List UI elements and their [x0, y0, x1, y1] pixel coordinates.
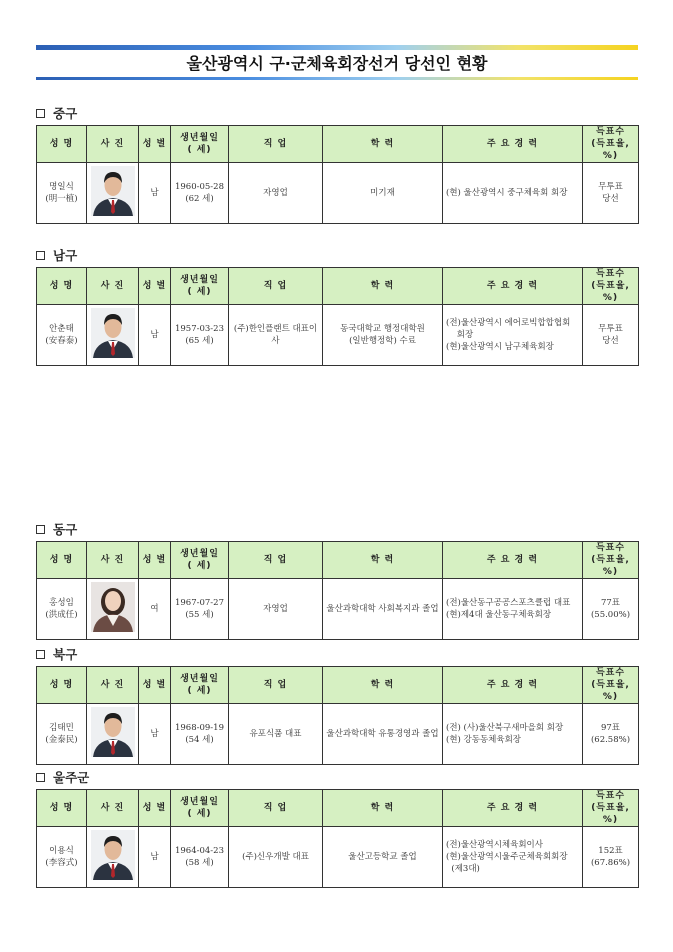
- job-header: 직 업: [229, 268, 323, 305]
- education-header: 학 력: [323, 268, 443, 305]
- winner-table: [36, 789, 639, 888]
- name-line: (李容式): [45, 858, 78, 868]
- section-4: [36, 645, 638, 765]
- name-line: 명일식: [49, 182, 74, 192]
- photo-header: 사 진: [87, 667, 139, 704]
- education-line: 울산과학대학 유통경영과 졸업: [326, 729, 439, 739]
- votes-line: (62.58%): [590, 735, 631, 745]
- career-line: (전)울산동구공공스포츠클럽 대표: [446, 598, 571, 608]
- job-header: 직 업: [229, 542, 323, 579]
- photo-cell: [87, 827, 139, 888]
- section-heading: [36, 645, 638, 663]
- photo-header: 사 진: [87, 790, 139, 827]
- title-banner: [36, 45, 638, 80]
- portrait-icon: [91, 582, 135, 632]
- votes-line: 당선: [602, 336, 619, 346]
- section-3: [36, 520, 638, 640]
- job-cell: 자영업: [229, 579, 323, 640]
- career-line: (현) 강동동체육회장: [446, 735, 522, 745]
- votes-header: 득표수 (득표율, %): [583, 126, 639, 163]
- name-cell: [37, 579, 87, 640]
- photo: [91, 830, 135, 880]
- name-cell: [37, 704, 87, 765]
- career-line: (전)울산광역시체육회이사: [446, 840, 543, 850]
- title-bar-top: [36, 45, 638, 50]
- education-line: 미기재: [370, 188, 395, 198]
- table-row: [37, 305, 639, 366]
- name-header: 성 명: [37, 268, 87, 305]
- birth-date: 1960-05-28: [174, 182, 224, 192]
- votes-line: (67.86%): [590, 858, 631, 868]
- birth-header: 생년월일 ( 세): [171, 268, 229, 305]
- name-line: (洪成任): [45, 610, 78, 620]
- gender-header: 성 별: [139, 790, 171, 827]
- name-line: 홍성임: [49, 598, 74, 608]
- birth-cell: [171, 704, 229, 765]
- photo-header: 사 진: [87, 126, 139, 163]
- page-title: 울산광역시 구·군체육회장선거 당선인 현황: [186, 54, 488, 73]
- gender-cell: 남: [139, 827, 171, 888]
- birth-cell: [171, 163, 229, 224]
- title-bar-bottom: [36, 77, 638, 80]
- votes-cell: [583, 827, 639, 888]
- career-line: (현)제4대 울산동구체육회장: [446, 610, 552, 620]
- table-row: [37, 827, 639, 888]
- education-line: 울산과학대학 사회복지과 졸업: [326, 604, 439, 614]
- section-heading: [36, 520, 638, 538]
- career-cell: [443, 827, 583, 888]
- portrait-icon: [91, 308, 135, 358]
- votes-cell: [583, 305, 639, 366]
- votes-line: 무투표: [598, 182, 623, 192]
- table-row: [37, 704, 639, 765]
- votes-line: 152표: [598, 846, 623, 856]
- photo-cell: [87, 305, 139, 366]
- winner-table: [36, 125, 639, 224]
- photo: [91, 582, 135, 632]
- photo-header: 사 진: [87, 268, 139, 305]
- birth-cell: [171, 579, 229, 640]
- name-cell: [37, 163, 87, 224]
- gender-header: 성 별: [139, 542, 171, 579]
- job-cell: 유포식품 대표: [229, 704, 323, 765]
- birth-header: 생년월일 ( 세): [171, 542, 229, 579]
- career-header: 주 요 경 력: [443, 667, 583, 704]
- education-cell: [323, 305, 443, 366]
- section-title: 울주군: [53, 770, 90, 785]
- gender-header: 성 별: [139, 126, 171, 163]
- career-cell: [443, 579, 583, 640]
- education-cell: [323, 704, 443, 765]
- votes-header: 득표수 (득표율, %): [583, 542, 639, 579]
- section-title: 남구: [53, 248, 78, 263]
- name-line: 안춘태: [49, 324, 74, 334]
- table-header-row: [37, 667, 639, 704]
- career-cell: [443, 305, 583, 366]
- portrait-icon: [91, 707, 135, 757]
- photo: [91, 166, 135, 216]
- birth-header: 생년월일 ( 세): [171, 126, 229, 163]
- career-header: 주 요 경 력: [443, 790, 583, 827]
- career-cell: [443, 163, 583, 224]
- job-cell: (주)신우개발 대표: [229, 827, 323, 888]
- career-cell: [443, 704, 583, 765]
- name-line: (安春泰): [45, 336, 78, 346]
- education-line: 동국대학교 행정대학원: [340, 324, 425, 334]
- winner-table: [36, 666, 639, 765]
- name-line: 이용식: [49, 846, 74, 856]
- career-line: (현)울산광역시울주군체육회회장: [446, 852, 568, 862]
- career-line: (전) (사)울산북구새마을회 회장: [446, 723, 564, 733]
- career-line: (현) 울산광역시 중구체육회 회장: [446, 188, 568, 198]
- name-cell: [37, 827, 87, 888]
- birth-header: 생년월일 ( 세): [171, 667, 229, 704]
- job-cell: 자영업: [229, 163, 323, 224]
- square-bullet-icon: [36, 525, 45, 534]
- photo: [91, 308, 135, 358]
- name-header: 성 명: [37, 126, 87, 163]
- education-header: 학 력: [323, 542, 443, 579]
- age: (58 세): [185, 858, 214, 868]
- career-line: 회장: [446, 330, 474, 340]
- gender-header: 성 별: [139, 268, 171, 305]
- birth-date: 1957-03-23: [174, 324, 224, 334]
- votes-cell: [583, 163, 639, 224]
- education-line: 울산고등학교 졸업: [348, 852, 417, 862]
- education-header: 학 력: [323, 126, 443, 163]
- photo: [91, 707, 135, 757]
- career-line: (현)울산광역시 남구체육회장: [446, 342, 554, 352]
- table-row: [37, 163, 639, 224]
- education-cell: [323, 163, 443, 224]
- section-title: 중구: [53, 106, 78, 121]
- portrait-icon: [91, 166, 135, 216]
- portrait-icon: [91, 830, 135, 880]
- name-header: 성 명: [37, 790, 87, 827]
- square-bullet-icon: [36, 251, 45, 260]
- name-header: 성 명: [37, 667, 87, 704]
- section-title: 북구: [53, 647, 78, 662]
- job-header: 직 업: [229, 667, 323, 704]
- birth-cell: [171, 827, 229, 888]
- table-header-row: [37, 542, 639, 579]
- name-line: (金泰民): [45, 735, 78, 745]
- career-header: 주 요 경 력: [443, 542, 583, 579]
- section-heading: [36, 104, 638, 122]
- votes-cell: [583, 579, 639, 640]
- votes-line: (55.00%): [590, 610, 631, 620]
- job-cell: (주)한인플랜트 대표이사: [229, 305, 323, 366]
- votes-header: 득표수 (득표율, %): [583, 667, 639, 704]
- name-line: (明一植): [45, 194, 78, 204]
- gender-cell: 여: [139, 579, 171, 640]
- square-bullet-icon: [36, 109, 45, 118]
- gender-cell: 남: [139, 704, 171, 765]
- name-line: 김태민: [49, 723, 74, 733]
- votes-line: 무투표: [598, 324, 623, 334]
- votes-cell: [583, 704, 639, 765]
- education-header: 학 력: [323, 667, 443, 704]
- section-2: [36, 246, 638, 366]
- birth-cell: [171, 305, 229, 366]
- section-title: 동구: [53, 522, 78, 537]
- job-header: 직 업: [229, 790, 323, 827]
- birth-header: 생년월일 ( 세): [171, 790, 229, 827]
- votes-line: 97표: [600, 723, 621, 733]
- votes-header: 득표수 (득표율, %): [583, 268, 639, 305]
- votes-line: 77표: [600, 598, 621, 608]
- photo-cell: [87, 704, 139, 765]
- photo-cell: [87, 579, 139, 640]
- education-cell: [323, 827, 443, 888]
- table-header-row: [37, 126, 639, 163]
- gender-header: 성 별: [139, 667, 171, 704]
- career-line: (제3대): [446, 864, 480, 874]
- career-line: (전)울산광역시 에어로빅합합협회: [446, 318, 571, 328]
- gender-cell: 남: [139, 305, 171, 366]
- table-row: [37, 579, 639, 640]
- career-header: 주 요 경 력: [443, 268, 583, 305]
- square-bullet-icon: [36, 650, 45, 659]
- career-header: 주 요 경 력: [443, 126, 583, 163]
- name-cell: [37, 305, 87, 366]
- section-heading: [36, 246, 638, 264]
- education-cell: [323, 579, 443, 640]
- age: (55 세): [185, 610, 214, 620]
- birth-date: 1964-04-23: [174, 846, 224, 856]
- education-header: 학 력: [323, 790, 443, 827]
- education-line: (일반행정학) 수료: [349, 336, 416, 346]
- section-heading: [36, 768, 638, 786]
- age: (65 세): [185, 336, 214, 346]
- winner-table: [36, 267, 639, 366]
- age: (62 세): [185, 194, 214, 204]
- birth-date: 1967-07-27: [174, 598, 224, 608]
- job-header: 직 업: [229, 126, 323, 163]
- birth-date: 1968-09-19: [174, 723, 224, 733]
- table-header-row: [37, 268, 639, 305]
- section-5: [36, 768, 638, 888]
- votes-header: 득표수 (득표율, %): [583, 790, 639, 827]
- table-header-row: [37, 790, 639, 827]
- name-header: 성 명: [37, 542, 87, 579]
- section-1: [36, 104, 638, 224]
- square-bullet-icon: [36, 773, 45, 782]
- photo-cell: [87, 163, 139, 224]
- votes-line: 당선: [602, 194, 619, 204]
- age: (54 세): [185, 735, 214, 745]
- gender-cell: 남: [139, 163, 171, 224]
- photo-header: 사 진: [87, 542, 139, 579]
- winner-table: [36, 541, 639, 640]
